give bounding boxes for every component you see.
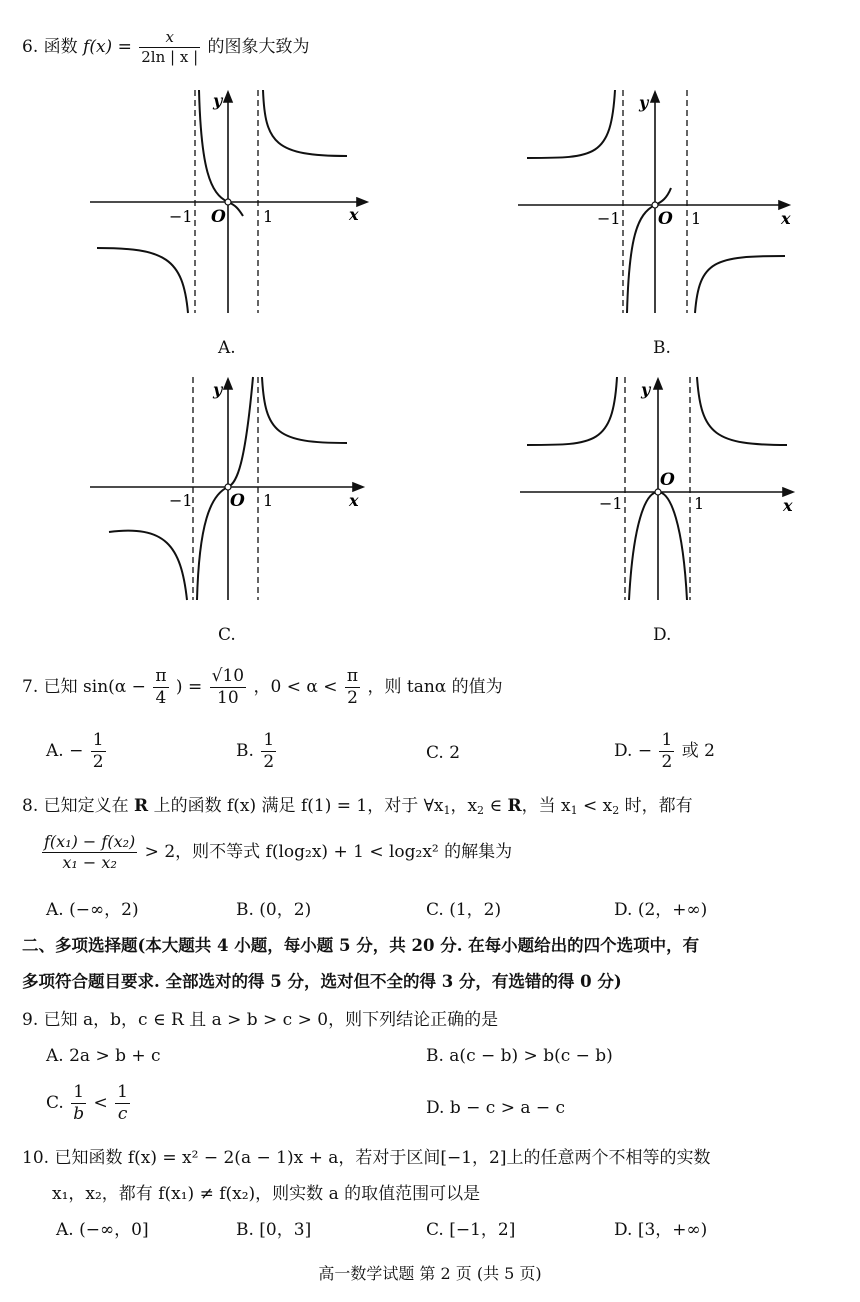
q7-option-b-frac: [261, 732, 276, 771]
q9-option-c-label: C.: [46, 1093, 64, 1113]
graph-b-label: B.: [653, 338, 671, 358]
q8-line2: [40, 834, 512, 871]
origin-hole: [225, 199, 231, 205]
curve-right: [262, 377, 347, 443]
graph-a-origin-label: O: [211, 207, 226, 227]
graph-c-x-label: x: [349, 491, 359, 510]
graph-b-y-label: y: [639, 93, 649, 112]
graph-c-origin-label: O: [230, 491, 245, 511]
q9-option-c-frac1: [71, 1084, 86, 1123]
q7-option-a-num: 1: [92, 730, 104, 750]
q7-option-d: [614, 732, 715, 771]
y-axis-arrow: [651, 92, 659, 102]
graph-c-y-label: y: [213, 380, 223, 399]
q7-option-d-num: 1: [661, 730, 673, 750]
q7-rhs-fraction: [210, 668, 246, 707]
curve-left: [527, 377, 617, 445]
graph-d-y-label: y: [641, 380, 651, 399]
q8-line1: [22, 798, 693, 816]
section2-line1: 二、多项选择题(本大题共 4 小题，每小题 5 分，共 20 分. 在每小题给出的四个选项中，有: [22, 936, 700, 955]
y-axis-arrow: [654, 379, 662, 389]
q8-sub4: 2: [612, 804, 620, 817]
section2-line2: 多项符合题目要求. 全部选对的得 5 分，选对但不全的得 3 分，有选错的得 0 分): [22, 972, 622, 991]
curve-right: [697, 377, 787, 445]
graph-a-tick-left: −1: [169, 207, 193, 226]
graph-a-x-label: x: [349, 205, 359, 224]
origin-hole: [652, 202, 658, 208]
q8-option-a: A. (−∞，2): [46, 900, 139, 920]
q8-sub1: 1: [443, 804, 451, 817]
q6-stem-post: 的图象大致为: [207, 37, 310, 57]
graph-a-tick-right: 1: [263, 207, 274, 226]
y-axis-arrow: [224, 379, 232, 389]
graph-d-label: D.: [653, 625, 672, 645]
x-axis-arrow: [353, 483, 363, 491]
q8-sub3: 1: [570, 804, 578, 817]
q7-rhs-num: √10: [211, 666, 245, 686]
q7-pi-den: 4: [153, 687, 168, 707]
q6-number: 6.: [22, 37, 39, 57]
q7-option-b-label: B.: [236, 741, 254, 761]
curve-left: [97, 248, 188, 313]
q9-option-c: [46, 1084, 132, 1123]
q9-c-den1: b: [73, 1104, 85, 1124]
curve-middle: [627, 188, 671, 313]
graph-c-tick-right: 1: [263, 491, 274, 510]
graph-c-tick-left: −1: [169, 491, 193, 510]
q7-option-a: [46, 732, 108, 771]
q7-option-b-den: 2: [263, 752, 275, 772]
curve-left: [109, 531, 187, 600]
q7-text3: ，0 < α <: [253, 677, 338, 697]
q7-pi2-den: 2: [345, 687, 360, 707]
q7-text1: 已知 sin(α −: [43, 677, 146, 697]
q10-line1: 10. 已知函数 f(x) = x² − 2(a − 1)x + a，若对于区间[−1，2]上的任意两个不相等的实数: [22, 1148, 711, 1168]
q10-option-d: D. [3，+∞): [614, 1220, 708, 1240]
q7-option-d-den: 2: [661, 752, 673, 772]
q7-text4: ，则 tanα 的值为: [367, 677, 503, 697]
graph-c: [85, 375, 375, 605]
q8-frac-num: f(x₁) − f(x₂): [44, 832, 136, 851]
graph-b: [515, 88, 805, 318]
q7-pi-num: π: [155, 666, 167, 686]
q8-text-f: < x: [583, 796, 613, 816]
x-axis-arrow: [783, 488, 793, 496]
curve-left: [527, 90, 615, 158]
graph-b-tick-left: −1: [597, 209, 621, 228]
q8-line2-text: > 2，则不等式 f(log₂x) + 1 < log₂x² 的解集为: [144, 842, 513, 862]
q9-option-a: A. 2a > b + c: [46, 1046, 161, 1066]
q7-pi-over-4: [153, 668, 168, 707]
q9-c-num2: 1: [117, 1082, 128, 1102]
q8-text-a: 已知定义在: [43, 796, 129, 816]
q7-option-c: C. 2: [426, 743, 461, 763]
q6-frac-num: x: [165, 28, 174, 46]
q7-text2: ) =: [175, 677, 203, 697]
q10-option-c: C. [−1，2]: [426, 1220, 516, 1240]
page-footer: 高一数学试题 第 2 页 (共 5 页): [318, 1264, 542, 1283]
q7-rhs-den: 10: [210, 687, 246, 707]
graph-b-tick-right: 1: [691, 209, 702, 228]
q7-option-d-frac: [659, 732, 674, 771]
q7-option-b: [236, 732, 278, 771]
q9-c-op: <: [93, 1093, 108, 1113]
q6-func-lhs: f(x) =: [83, 37, 132, 57]
q7-option-a-frac: [91, 732, 106, 771]
q9-option-b: B. a(c − b) > b(c − b): [426, 1046, 613, 1066]
graph-d-origin-label: O: [660, 470, 675, 490]
graph-d-tick-left: −1: [599, 494, 623, 513]
q8-text-d: ∈: [489, 796, 503, 816]
q8-real-set: R: [134, 796, 149, 816]
graph-a: [85, 88, 375, 318]
q9-option-d: D. b − c > a − c: [426, 1098, 566, 1118]
q7-option-a-label: A. −: [46, 741, 84, 761]
q7-pi-over-2: [345, 668, 360, 707]
graph-d: [515, 375, 805, 605]
q7-option-d-label: D. −: [614, 741, 653, 761]
q8-frac-den: x₁ − x₂: [42, 852, 137, 871]
q9-c-num1: 1: [73, 1082, 85, 1102]
q6-stem-pre: 函数: [43, 37, 78, 57]
curve-right: [263, 90, 347, 156]
q6-frac-den: 2ln | x |: [141, 48, 199, 66]
q6-fraction: [139, 30, 200, 65]
graph-b-x-label: x: [781, 209, 791, 228]
q7-option-a-den: 2: [92, 752, 104, 772]
q8-sub2: 2: [477, 804, 485, 817]
graph-c-label: C.: [218, 625, 236, 645]
q6-stem: [22, 30, 310, 65]
q8-number: 8.: [22, 796, 39, 816]
x-axis-arrow: [779, 201, 789, 209]
graph-b-origin-label: O: [658, 209, 673, 229]
q10-line2: x₁，x₂，都有 f(x₁) ≠ f(x₂)，则实数 a 的取值范围可以是: [52, 1184, 481, 1204]
q8-option-d: D. (2，+∞): [614, 900, 708, 920]
origin-hole: [225, 484, 231, 490]
q9-c-den2: c: [115, 1103, 130, 1123]
graph-d-tick-right: 1: [694, 494, 705, 513]
q8-text-b: 上的函数 f(x) 满足 f(1) = 1，对于 ∀x: [153, 796, 444, 816]
q8-text-e: ，当 x: [521, 796, 571, 816]
q9-option-c-frac2: [115, 1084, 130, 1123]
q7-number: 7.: [22, 677, 39, 697]
q9-stem: 9. 已知 a，b，c ∈ R 且 a > b > c > 0，则下列结论正确的是: [22, 1010, 499, 1030]
q8-difference-quotient: [42, 834, 137, 871]
q7-option-d-tail: 或 2: [681, 741, 715, 761]
q8-option-c: C. (1，2): [426, 900, 502, 920]
graph-d-x-label: x: [783, 496, 793, 515]
q8-text-g: 时，都有: [624, 796, 693, 816]
y-axis-arrow: [224, 92, 232, 102]
q7-stem: [22, 668, 503, 707]
q10-option-b: B. [0，3]: [236, 1220, 312, 1240]
graph-a-y-label: y: [213, 91, 223, 110]
q10-option-a: A. (−∞，0]: [56, 1220, 149, 1240]
q8-real-set-2: R: [507, 796, 522, 816]
q7-option-b-num: 1: [263, 730, 275, 750]
curve-right: [695, 256, 785, 313]
q8-text-c: ，x: [450, 796, 478, 816]
graph-a-label: A.: [218, 338, 236, 358]
q8-option-b: B. (0，2): [236, 900, 312, 920]
q7-pi2-num: π: [346, 666, 359, 686]
